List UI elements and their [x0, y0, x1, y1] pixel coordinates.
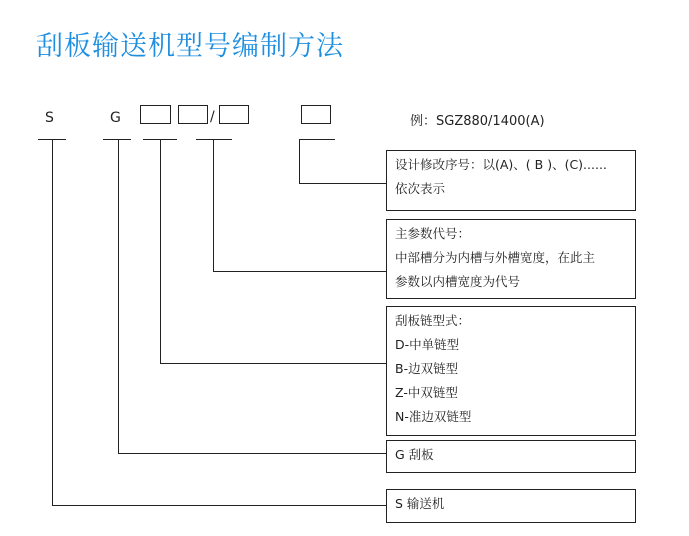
underline-param	[196, 139, 232, 140]
chain-box-line-4: Z-中双链型	[395, 385, 458, 400]
g-scraper-box	[386, 440, 636, 473]
code-slash: /	[210, 109, 215, 125]
underline-design	[299, 139, 335, 140]
param-slot-1	[178, 105, 208, 124]
chain-box-line-5: N-准边双链型	[395, 409, 472, 424]
g-box-line-1: G 刮板	[395, 447, 434, 462]
s-conveyor-box	[386, 489, 636, 523]
chain-box-line-3: B-边双链型	[395, 361, 459, 376]
chain-box-line-2: D-中单链型	[395, 337, 460, 352]
code-letter-g: G	[110, 110, 121, 126]
connector-param-horizontal	[213, 271, 386, 272]
connector-chain-horizontal	[160, 363, 386, 364]
design-revision-slot	[301, 105, 331, 124]
chain-type-slot	[140, 105, 171, 124]
design-revision-box	[386, 150, 636, 211]
example-model-code: 例：SGZ880/1400(A)	[410, 114, 545, 129]
s-box-line-1: S 输送机	[395, 496, 445, 511]
connector-g-horizontal	[118, 453, 386, 454]
connector-chain-vertical	[160, 139, 161, 364]
main-parameter-box	[386, 219, 636, 299]
param-box-line-2: 中部槽分为内槽与外槽宽度，在此主	[395, 250, 596, 265]
code-letter-s: S	[45, 110, 54, 126]
connector-design-vertical	[299, 139, 300, 184]
chain-box-line-1: 刮板链型式：	[395, 313, 471, 328]
page-title: 刮板输送机型号编制方法	[36, 31, 344, 62]
design-box-line-1: 设计修改序号：以(A)、( B )、(C)......	[395, 157, 607, 172]
connector-design-horizontal	[299, 183, 386, 184]
param-box-line-1: 主参数代号：	[395, 226, 471, 241]
param-box-line-3: 参数以内槽宽度为代号	[395, 274, 521, 289]
underline-g	[103, 139, 131, 140]
connector-param-vertical	[213, 139, 214, 272]
connector-s-horizontal	[52, 505, 386, 506]
design-box-line-2: 依次表示	[395, 181, 446, 196]
connector-g-vertical	[118, 139, 119, 454]
chain-type-box	[386, 306, 636, 436]
param-slot-2	[219, 105, 249, 124]
connector-s-vertical	[52, 139, 53, 506]
